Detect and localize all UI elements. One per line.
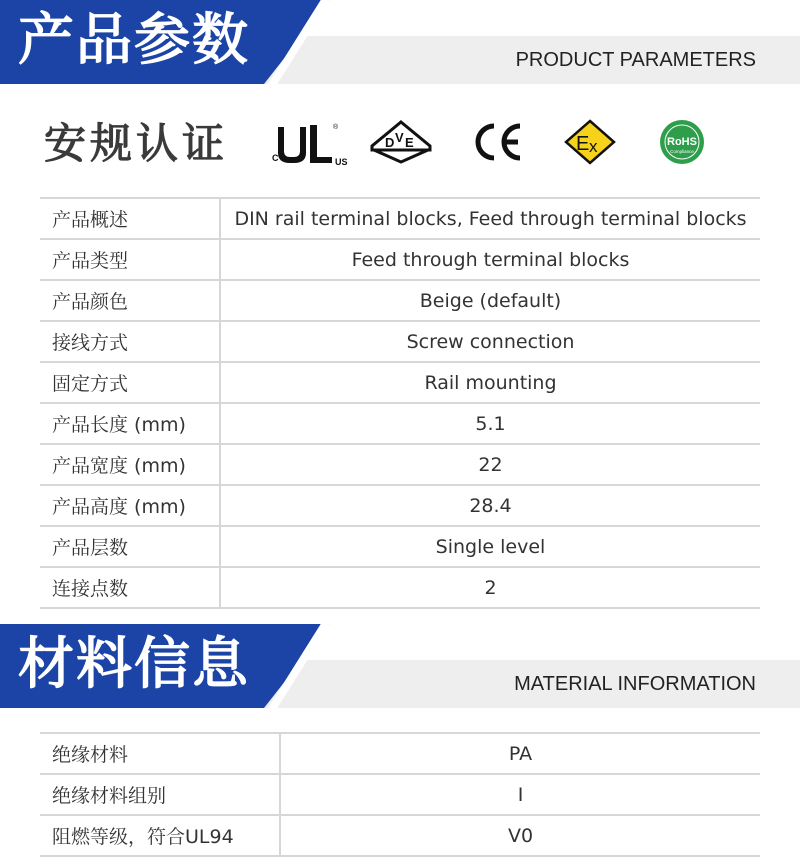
param-label: 产品长度 (mm): [40, 403, 220, 444]
rohs-icon: [656, 112, 708, 172]
ce-icon: [468, 112, 528, 172]
table-row: [40, 198, 760, 239]
material-information-banner: [0, 624, 800, 709]
table-row: [40, 362, 760, 403]
ul-listed-icon: [268, 112, 358, 172]
product-section-subtitle: PRODUCT PARAMETERS: [515, 49, 756, 71]
material-section-title: 材料信息: [18, 632, 250, 697]
param-label: 产品类型: [40, 239, 220, 280]
table-row: [40, 280, 760, 321]
svg-text:®: ®: [333, 124, 339, 131]
param-value: Single level: [220, 526, 760, 567]
table-row: [40, 321, 760, 362]
svg-text:V: V: [395, 130, 404, 145]
param-value: 2: [220, 567, 760, 608]
svg-text:Compliance: Compliance: [670, 149, 694, 154]
material-value: V0: [280, 815, 760, 856]
svg-text:E: E: [576, 133, 590, 155]
param-value: 22: [220, 444, 760, 485]
table-row: [40, 526, 760, 567]
table-row: [40, 733, 760, 774]
param-value: Rail mounting: [220, 362, 760, 403]
material-information-table: [40, 732, 760, 857]
param-value: Beige (default): [220, 280, 760, 321]
param-value: 5.1: [220, 403, 760, 444]
material-value: I: [280, 774, 760, 815]
param-label: 产品宽度 (mm): [40, 444, 220, 485]
ex-atex-icon: [560, 112, 620, 172]
product-parameters-banner: [0, 0, 800, 85]
certification-row: [44, 112, 744, 176]
table-row: [40, 403, 760, 444]
vde-icon: [368, 112, 434, 172]
param-label: 产品层数: [40, 526, 220, 567]
svg-text:D: D: [385, 135, 395, 150]
material-value: PA: [280, 733, 760, 774]
param-label: 产品颜色: [40, 280, 220, 321]
svg-text:E: E: [405, 135, 414, 150]
param-label: 产品概述: [40, 198, 220, 239]
param-value: DIN rail terminal blocks, Feed through terminal blocks: [220, 198, 760, 239]
certification-title: 安规认证: [44, 119, 229, 168]
svg-text:C: C: [272, 153, 279, 163]
material-label: 绝缘材料组别: [40, 774, 280, 815]
param-label: 接线方式: [40, 321, 220, 362]
table-row: [40, 774, 760, 815]
material-section-subtitle: MATERIAL INFORMATION: [514, 673, 756, 695]
param-value: Feed through terminal blocks: [220, 239, 760, 280]
svg-text:x: x: [589, 137, 598, 156]
material-label: 阻燃等级，符合UL94: [40, 815, 280, 856]
param-value: Screw connection: [220, 321, 760, 362]
material-label: 绝缘材料: [40, 733, 280, 774]
param-label: 固定方式: [40, 362, 220, 403]
param-label: 连接点数: [40, 567, 220, 608]
svg-text:US: US: [335, 157, 348, 167]
table-row: [40, 485, 760, 526]
table-row: [40, 815, 760, 856]
table-row: [40, 239, 760, 280]
param-value: 28.4: [220, 485, 760, 526]
table-row: [40, 567, 760, 608]
table-row: [40, 444, 760, 485]
svg-text:RoHS: RoHS: [667, 136, 697, 148]
product-section-title: 产品参数: [18, 8, 250, 73]
product-parameters-table: [40, 197, 760, 609]
param-label: 产品高度 (mm): [40, 485, 220, 526]
